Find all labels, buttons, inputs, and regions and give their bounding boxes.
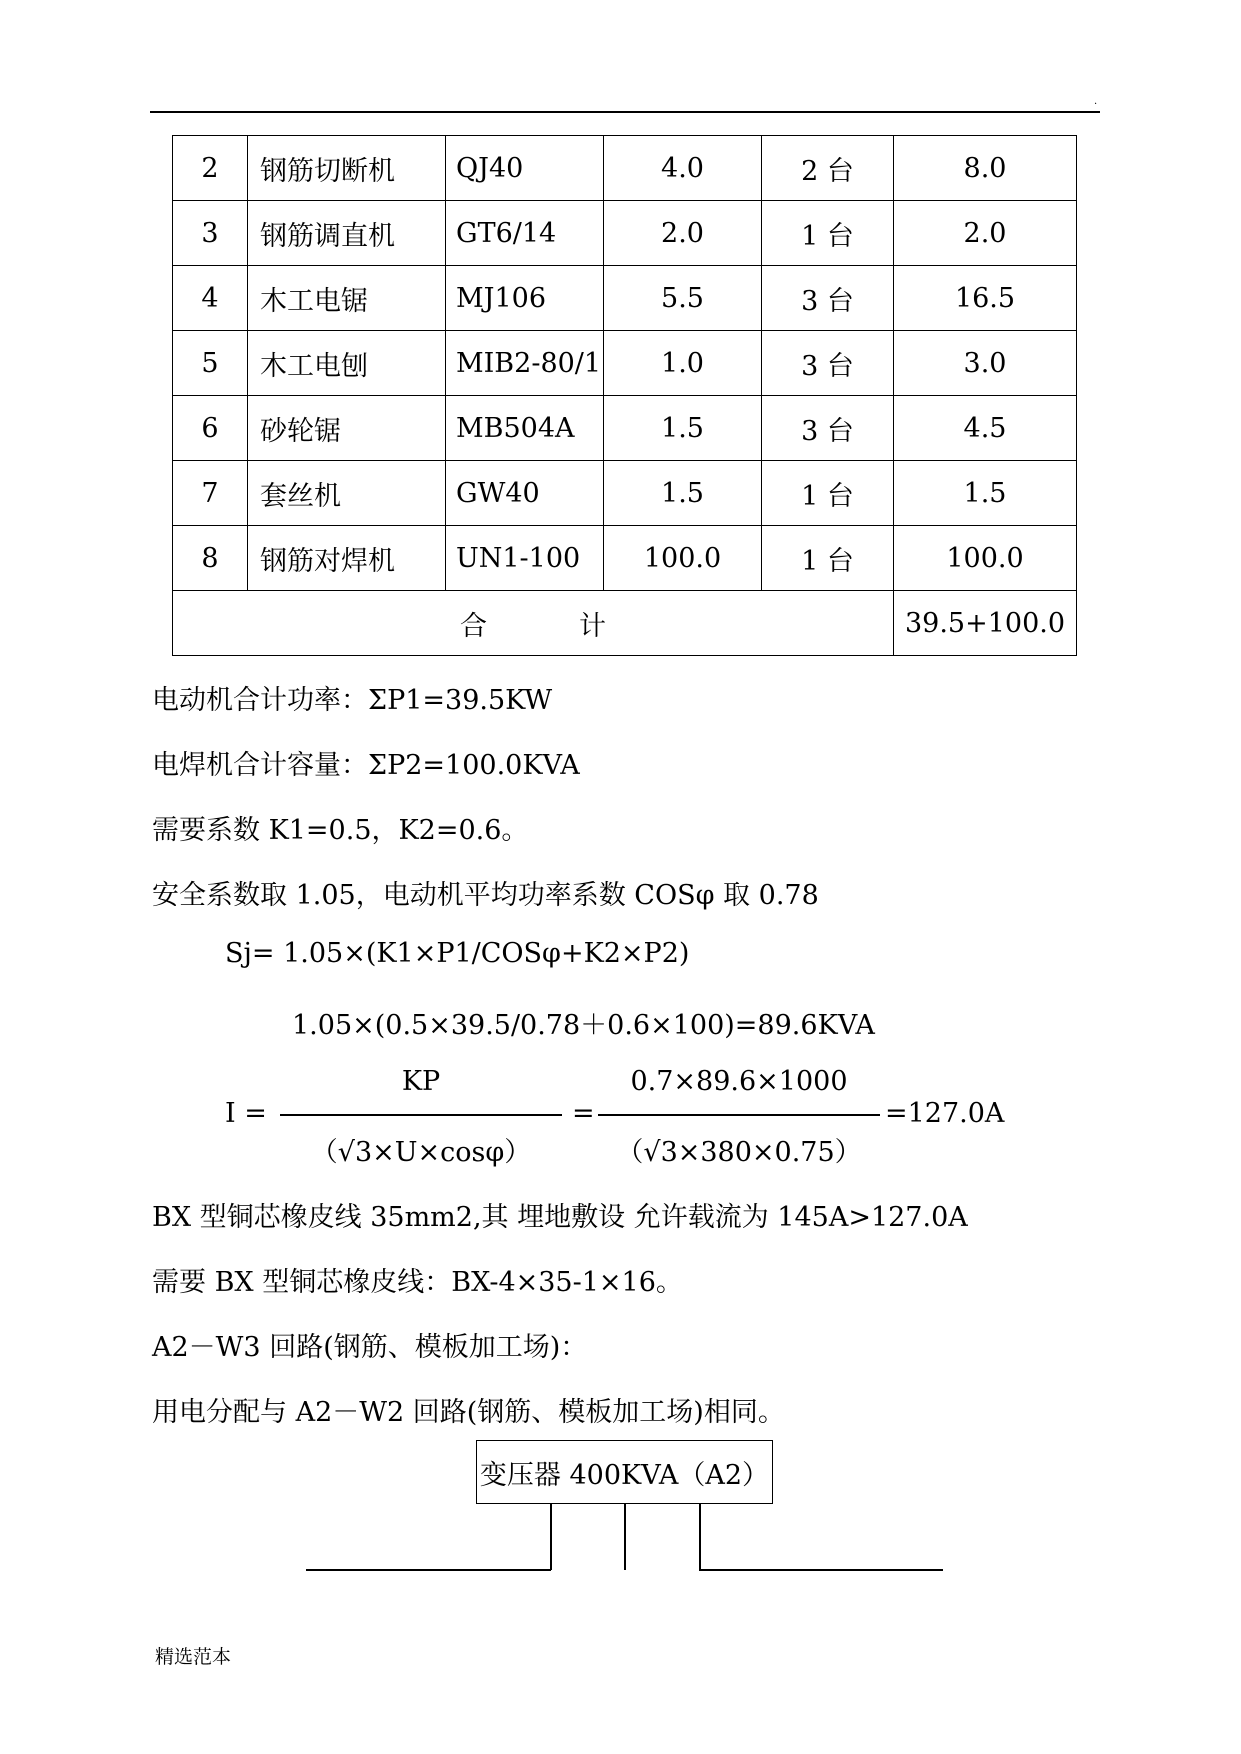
header-rule	[150, 111, 1100, 113]
cell-model: GW40	[446, 461, 604, 526]
diagram-branch-left-vertical	[550, 1504, 552, 1570]
table-row	[173, 331, 1077, 396]
cell-total: 100.0	[894, 526, 1077, 591]
cell-qty: 2 台	[762, 136, 894, 201]
table-row	[173, 396, 1077, 461]
fraction-2-denominator: （√3×380×0.75）	[616, 1137, 862, 1168]
formula-i-label: I =	[225, 1098, 267, 1129]
fraction-1-bar	[280, 1114, 562, 1116]
paragraph-motor-power: 电动机合计功率：ΣP1=39.5KW	[152, 685, 553, 716]
header-mark: .	[1094, 96, 1098, 107]
cell-qty: 3 台	[762, 396, 894, 461]
cell-qty: 1 台	[762, 461, 894, 526]
table-row	[173, 266, 1077, 331]
cell-name: 套丝机	[248, 461, 446, 526]
paragraph-cable-required: 需要 BX 型铜芯橡皮线：BX-4×35-1×16。	[152, 1267, 683, 1298]
cell-model: MIB2-80/1	[446, 331, 604, 396]
diagram-branch-right-vertical	[699, 1504, 701, 1570]
paragraph-demand-factor: 需要系数 K1=0.5，K2=0.6。	[152, 815, 529, 846]
cell-power: 2.0	[604, 201, 762, 266]
cell-name: 木工电刨	[248, 331, 446, 396]
cell-total: 4.5	[894, 396, 1077, 461]
cell-name: 木工电锯	[248, 266, 446, 331]
table-sum-row	[173, 591, 1077, 656]
cell-model: UN1-100	[446, 526, 604, 591]
cell-total: 2.0	[894, 201, 1077, 266]
paragraph-circuit-a2-w3: A2－W3 回路(钢筋、模板加工场)：	[152, 1332, 588, 1363]
cell-name: 钢筋切断机	[248, 136, 446, 201]
cell-power: 100.0	[604, 526, 762, 591]
formula-sj-2: 1.05×(0.5×39.5/0.78＋0.6×100)=89.6KVA	[292, 1010, 875, 1041]
cell-model: MJ106	[446, 266, 604, 331]
cell-qty: 3 台	[762, 331, 894, 396]
fraction-1-denominator: （√3×U×cosφ）	[310, 1137, 532, 1168]
paragraph-welder-capacity: 电焊机合计容量：ΣP2=100.0KVA	[152, 750, 580, 781]
sum-label-2: 计	[579, 610, 606, 642]
cell-qty: 1 台	[762, 201, 894, 266]
paragraph-cable-spec: BX 型铜芯橡皮线 35mm2,其 埋地敷设 允许载流为 145A>127.0A	[152, 1202, 968, 1233]
formula-result: =127.0A	[885, 1098, 1005, 1129]
cell-no: 2	[173, 136, 248, 201]
table-row	[173, 201, 1077, 266]
table-row	[173, 461, 1077, 526]
cell-model: QJ40	[446, 136, 604, 201]
transformer-label: 变压器 400KVA（A2）	[479, 1459, 770, 1491]
cell-model: GT6/14	[446, 201, 604, 266]
cell-no: 3	[173, 201, 248, 266]
cell-qty: 3 台	[762, 266, 894, 331]
diagram-branch-right-horizontal	[699, 1569, 943, 1571]
sum-label-cell	[173, 591, 894, 656]
sum-label-1: 合	[460, 610, 487, 642]
cell-model: MB504A	[446, 396, 604, 461]
fraction-1-numerator: KP	[401, 1066, 441, 1097]
table-row	[173, 136, 1077, 201]
cell-no: 7	[173, 461, 248, 526]
equipment-table-body	[173, 136, 1077, 591]
cell-name: 砂轮锯	[248, 396, 446, 461]
formula-sj-1: Sj= 1.05×(K1×P1/COSφ+K2×P2)	[225, 938, 690, 969]
fraction-2-numerator: 0.7×89.6×1000	[630, 1066, 848, 1097]
equipment-table	[172, 135, 1077, 656]
footer-text: 精选范本	[155, 1646, 232, 1668]
cell-no: 6	[173, 396, 248, 461]
formula-equals: =	[572, 1098, 595, 1129]
cell-total: 3.0	[894, 331, 1077, 396]
table-row	[173, 526, 1077, 591]
diagram-branch-middle-vertical	[624, 1504, 626, 1570]
cell-no: 8	[173, 526, 248, 591]
cell-no: 5	[173, 331, 248, 396]
cell-qty: 1 台	[762, 526, 894, 591]
cell-power: 1.0	[604, 331, 762, 396]
paragraph-distribution-note: 用电分配与 A2－W2 回路(钢筋、模板加工场)相同。	[152, 1397, 785, 1428]
paragraph-safety-factor: 安全系数取 1.05，电动机平均功率系数 COSφ 取 0.78	[152, 880, 819, 911]
fraction-2-bar	[598, 1114, 880, 1116]
transformer-box	[476, 1440, 773, 1504]
cell-total: 8.0	[894, 136, 1077, 201]
cell-total: 16.5	[894, 266, 1077, 331]
cell-power: 1.5	[604, 396, 762, 461]
cell-power: 1.5	[604, 461, 762, 526]
diagram-branch-left-horizontal	[306, 1569, 551, 1571]
cell-no: 4	[173, 266, 248, 331]
cell-total: 1.5	[894, 461, 1077, 526]
cell-power: 4.0	[604, 136, 762, 201]
cell-name: 钢筋对焊机	[248, 526, 446, 591]
cell-name: 钢筋调直机	[248, 201, 446, 266]
cell-power: 5.5	[604, 266, 762, 331]
sum-value-cell: 39.5+100.0	[894, 591, 1077, 656]
